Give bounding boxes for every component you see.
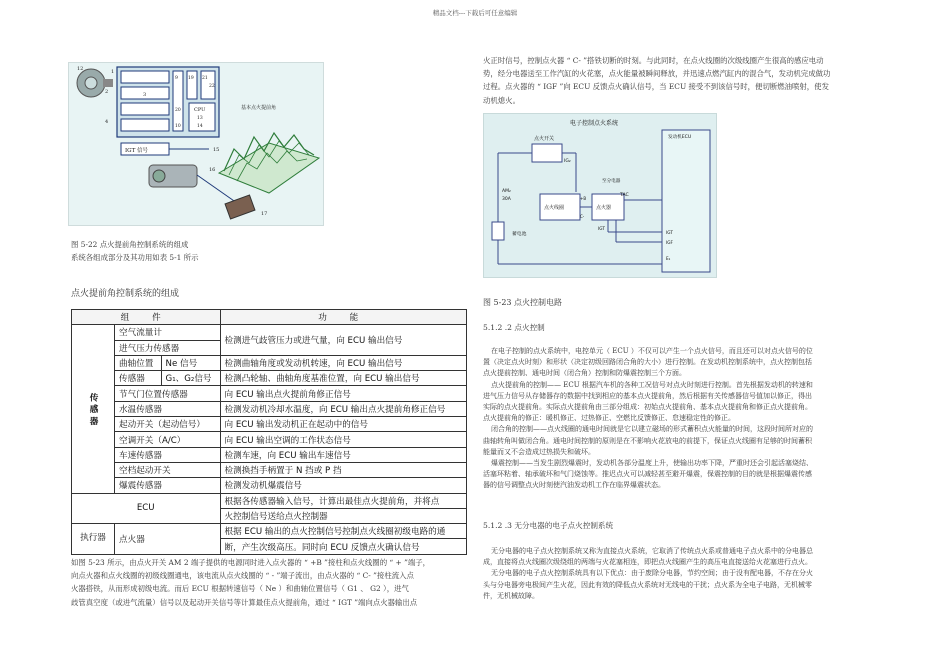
cell-component: 空调开关（A/C） bbox=[115, 432, 221, 447]
cell-function: 检测车速，向 ECU 输出车速信号 bbox=[220, 447, 467, 462]
label-9: 9 bbox=[175, 76, 178, 81]
page-header: 精品文档---下载后可任意编辑 bbox=[432, 9, 518, 17]
table-row bbox=[72, 355, 467, 370]
table-row bbox=[72, 478, 467, 493]
fig-523-caption: 图 5-23 点火控制电路 bbox=[483, 298, 563, 307]
text-line: 实际的点火提前角。实际点火提前角由三部分组成：初始点火提前角、基本点火提前角和修正点火提前角。 bbox=[483, 403, 812, 412]
table-row bbox=[72, 524, 467, 539]
am2-label: AM₂ bbox=[502, 189, 511, 194]
cell-function: 根据 ECU 输出的点火控制信号控制点火线圈初级电路的通 bbox=[220, 524, 467, 539]
text-line: 动机熄火。 bbox=[483, 95, 520, 105]
cell-function: 检测换挡手柄置于 N 挡或 P 挡 bbox=[220, 462, 467, 477]
label-2: 2 bbox=[105, 89, 109, 95]
cell-function: 检测曲轴角度或发动机转速，向 ECU 输出信号 bbox=[220, 355, 467, 370]
text-line: 火正时信号，控制点火器 “ C- ”搭铁切断的时刻。与此同时，在点火线圈的次级线圈产生很高的感应电动 bbox=[483, 56, 824, 65]
c-minus-label: C- bbox=[580, 214, 585, 219]
text-line: 活塞环粘着、轴承破坏和气门烧蚀等。推迟点火可以减轻甚至避开爆震，保震控制的目的就是根据爆震传感 bbox=[483, 470, 812, 479]
cell-function: 检测发动机冷却水温度，向 ECU 输出点火提前角修正信号 bbox=[220, 401, 467, 416]
igniter-icon bbox=[149, 165, 197, 187]
table-row bbox=[72, 493, 467, 508]
text-line: 点火提前控制、通电时间（闭合角）控制和防爆震控制三个方面。 bbox=[483, 369, 686, 378]
cell-component: 水温传感器 bbox=[115, 401, 221, 416]
igf-ecu-label: IGF bbox=[666, 240, 673, 245]
text-line: 歧管真空度（或进气流量）信号以及起动开关信号等计算最佳点火提前角，通过 “ IGT ”端向点火器输出点 bbox=[71, 597, 418, 607]
text-line: 曲轴转角叫做闭合角。通电时间控制的原则是在不影响火花放电的前提下，保证点火线圈有足够的时间蓄积 bbox=[483, 436, 812, 445]
igniter-label: 点火器 bbox=[596, 205, 612, 211]
label-igt: IGT 信号 bbox=[125, 148, 148, 154]
component-table bbox=[71, 309, 467, 555]
text-line: 置（决定点火时刻）和形状（决定初级回路闭合角的大小）进行控制。在发动机控制系统中，点火控制包括 bbox=[483, 358, 812, 367]
section-5-1-2-2: 5.1.2 .2 点火控制 bbox=[483, 323, 545, 332]
cell-component: 节气门位置传感器 bbox=[115, 386, 221, 401]
igt-left-label: IGT bbox=[598, 226, 605, 231]
label-cpu: CPU bbox=[194, 107, 206, 113]
ign-switch-label: 点火开关 bbox=[534, 136, 555, 142]
fig-522-caption: 图 5-22 点火提前角控制系统的组成 bbox=[71, 240, 189, 249]
cell-function: 向 ECU 输出点火提前角修正信号 bbox=[220, 386, 467, 401]
text-line: 在电子控制的点火系统中，电控单元（ ECU ）不仅可以产生一个点火信号，而且还可以对点火信号的位 bbox=[491, 347, 813, 355]
cell-component: 爆震传感器 bbox=[115, 478, 221, 493]
circuit-drawing bbox=[484, 114, 716, 277]
label-13: 13 bbox=[197, 116, 203, 121]
label-21: 21 bbox=[202, 76, 208, 81]
section-5-1-2-3: 5.1.2 .3 无分电器的电子点火控制系统 bbox=[483, 521, 614, 530]
ignition-circuit-figure bbox=[483, 113, 717, 278]
spark-plug-icon bbox=[225, 195, 255, 219]
table-head-function: 功 能 bbox=[220, 310, 467, 325]
table-row bbox=[72, 417, 467, 432]
text-line: 成，直接将点火线圈次级绕组的两端与火花塞相连，即把点火线圈产生的高压电直接送给火花塞进行点火。 bbox=[483, 558, 812, 567]
label-16: 16 bbox=[209, 167, 216, 173]
cell-function: 根据各传感器输入信号，计算出最佳点火提前角，并将点 bbox=[220, 493, 467, 508]
cell-subcomponent: G₁、G₂信号 bbox=[161, 371, 220, 386]
ignition-system-figure bbox=[68, 62, 324, 226]
table-row bbox=[72, 386, 467, 401]
text-line: 能量而又不会造成过热损失和破坏。 bbox=[483, 447, 595, 456]
cell-component: 车速传感器 bbox=[115, 447, 221, 462]
text-line: 进气压力信号从存储器存的数据中找到相应的基本点火提前角，然后根据有关传感器信号值加以修正，得出 bbox=[483, 391, 812, 400]
cell-component: 空档起动开关 bbox=[115, 462, 221, 477]
ecu-block bbox=[105, 67, 219, 137]
right-top-paragraph bbox=[483, 54, 893, 107]
text-line: 器的信号调整点火时刻使汽油发动机工作在临界爆震状态。 bbox=[483, 481, 665, 490]
text-line: 无分电器的电子点火控制系统又称为直接点火系统，它取消了传统点火系或普通电子点火系中的分电器总 bbox=[491, 547, 813, 555]
igt-ecu-label: IGT bbox=[666, 230, 673, 235]
battery-label: 蓄电池 bbox=[512, 232, 527, 237]
group-sensor: 传 感 器 bbox=[72, 325, 115, 493]
coil-label: 点火线圈 bbox=[544, 205, 565, 211]
cell-component: 空气流量计 bbox=[115, 325, 221, 340]
label-10: 10 bbox=[175, 124, 181, 129]
table-row bbox=[72, 371, 467, 386]
diagram-title: 电子控制点火系统 bbox=[570, 120, 619, 127]
text-line: 无分电器的电子点火控制系统具有以下优点：由于废除分电器，节约空间；由于没有配电器，不存在分火 bbox=[491, 569, 813, 578]
cell-function: 向 ECU 输出空调的工作状态信号 bbox=[220, 432, 467, 447]
text-line: 点火提前角的修正：暖机修正、过热修正、空燃比反馈修正、怠速稳定性的修正。 bbox=[483, 414, 735, 423]
text-line: 点火提前角的控制—— ECU 根据汽车机的各种工况信号对点火时刻进行控制。首先根据发动机的转速和 bbox=[491, 380, 813, 389]
label-1: 1 bbox=[111, 69, 115, 75]
cell-component: 点火器 bbox=[115, 524, 221, 555]
text-line: 爆震控制——当发生剧烈爆震时，发动机各部分温度上升，使输出功率下降，严重时还会引起活塞烧结、 bbox=[491, 459, 813, 468]
label-14: 14 bbox=[197, 124, 203, 129]
fig-522-note: 系统各组成部分及其功用如表 5-1 所示 bbox=[71, 253, 199, 262]
cell-ecu: ECU bbox=[72, 493, 221, 524]
right-body bbox=[483, 346, 908, 492]
text-line: 火器搭铁，从而形成初级电流。而后 ECU 根据转速信号（ Ne ）和曲轴位置信号（ G1 、 G2 ），进气 bbox=[71, 584, 409, 594]
text-line: 件，无机械故障。 bbox=[483, 591, 539, 600]
cell-component: 进气压力传感器 bbox=[115, 340, 221, 355]
cell-function: 断，产生次级高压。同时向 ECU 反馈点火确认信号 bbox=[220, 539, 467, 554]
label-15: 15 bbox=[213, 147, 220, 153]
cell-function: 检测发动机爆震信号 bbox=[220, 478, 467, 493]
label-map: 基本点火提前角 bbox=[241, 105, 277, 111]
left-bottom-paragraph bbox=[71, 556, 471, 609]
cell-component: 起动开关（起动信号） bbox=[115, 417, 221, 432]
text-line: 势，经分电器送至工作汽缸的火花塞，点火能量被瞬间释放，并迅速点燃汽缸内的混合气，发动机完成做功 bbox=[483, 69, 831, 79]
table-row bbox=[72, 432, 467, 447]
label-19: 19 bbox=[188, 76, 194, 81]
table-row bbox=[72, 401, 467, 416]
amp-label: 30A bbox=[502, 197, 511, 202]
table-row bbox=[72, 325, 467, 340]
cell-component: 曲轴位置 bbox=[115, 355, 162, 370]
ignition-map-icon bbox=[219, 133, 319, 193]
table-row bbox=[72, 462, 467, 477]
text-line: 过程。点火器的 “ IGF ”向 ECU 反馈点火确认信号，当 ECU 接受不到该信号时，便切断燃油喷射，使发 bbox=[483, 82, 829, 92]
group-exec: 执行器 bbox=[72, 524, 115, 555]
right-body-2 bbox=[483, 546, 908, 602]
ignition-figure-drawing bbox=[69, 63, 323, 225]
text-line: 头与分电器旁电极间产生火花，因此有效的降低点火系统对无线电的干扰；点火系为全电子电路，无机械零 bbox=[483, 580, 812, 589]
cell-function: 检测凸轮轴、曲轴角度基准位置，向 ECU 输出信号 bbox=[220, 371, 467, 386]
ig2-label: IG₂ bbox=[564, 159, 571, 164]
cell-function: 向 ECU 输出发动机正在起动中的信号 bbox=[220, 417, 467, 432]
distributor-label: 至分电器 bbox=[602, 179, 621, 184]
label-12: 12 bbox=[77, 66, 84, 72]
table-title: 点火提前角控制系统的组成 bbox=[71, 289, 180, 299]
text-line: 如图 5-23 所示，由点火开关 AM 2 端子提供的电源同时进入点火器的 “ +B ”接柱和点火线圈的 “ + ”端子， bbox=[71, 558, 431, 567]
text-line: 向点火器和点火线圈的初级线圈通电，该电流从点火线圈的 “ - ”端子流出，由点火器的 “ C- ”接柱流入点 bbox=[71, 571, 414, 581]
label-22: 22 bbox=[209, 84, 215, 89]
e1-label: E₁ bbox=[666, 256, 671, 261]
cell-function: 火控制信号送给点火控制器 bbox=[220, 508, 467, 523]
cell-subcomponent: Ne 信号 bbox=[161, 355, 220, 370]
table-row bbox=[72, 447, 467, 462]
label-20: 20 bbox=[175, 108, 181, 113]
label-3: 3 bbox=[143, 92, 147, 98]
label-17: 17 bbox=[261, 211, 268, 217]
text-line: 闭合角的控制——点火线圈的通电时间就是它以建立磁场的形式蓄积点火能量的时间，这段时间所对应的 bbox=[491, 425, 813, 434]
table-head-component: 组 件 bbox=[72, 310, 221, 325]
ecu-label: 发动机ECU bbox=[668, 135, 692, 140]
tac-label: TAC bbox=[620, 193, 629, 198]
cell-function: 检测进气歧管压力或进气量，向 ECU 输出信号 bbox=[220, 325, 467, 356]
plus-b-label: +B bbox=[580, 196, 587, 201]
label-4: 4 bbox=[105, 119, 109, 125]
cell-component: 传感器 bbox=[115, 371, 162, 386]
